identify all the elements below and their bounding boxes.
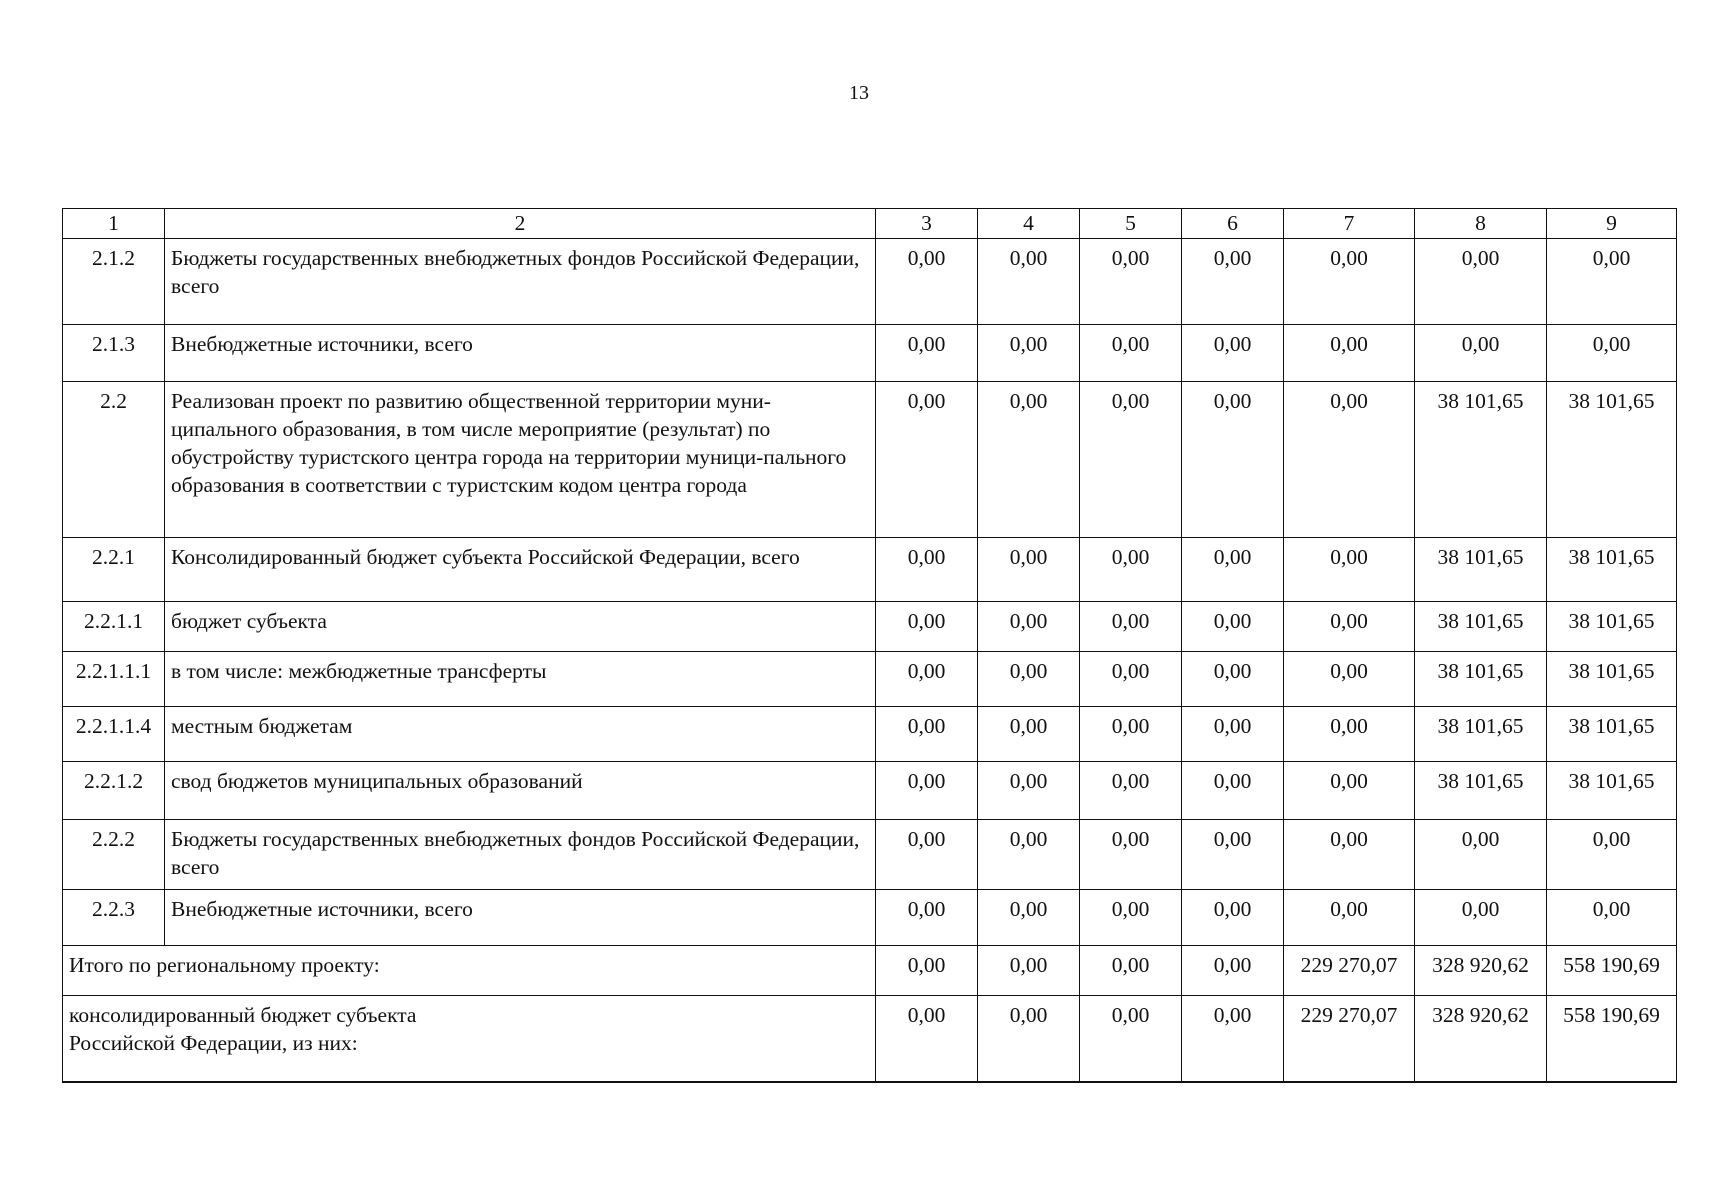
row-value: 0,00: [1284, 602, 1415, 652]
row-value: 0,00: [876, 820, 978, 890]
row-value: 0,00: [1080, 652, 1182, 707]
table-row: [63, 707, 1677, 762]
table-row: [63, 325, 1677, 382]
row-value: 0,00: [1182, 707, 1284, 762]
row-value: 0,00: [1284, 325, 1415, 382]
row-value: 38 101,65: [1415, 538, 1547, 602]
column-number: 3: [876, 209, 978, 239]
row-value: 0,00: [876, 382, 978, 538]
row-value: 0,00: [1284, 762, 1415, 820]
row-value: 38 101,65: [1415, 382, 1547, 538]
row-code: 2.2.3: [63, 890, 165, 946]
row-value: 0,00: [1284, 652, 1415, 707]
row-value: 0,00: [978, 707, 1080, 762]
column-number: 1: [63, 209, 165, 239]
row-value: 38 101,65: [1547, 652, 1677, 707]
row-value: 0,00: [1547, 325, 1677, 382]
row-value: 0,00: [1080, 538, 1182, 602]
row-value: 0,00: [1284, 707, 1415, 762]
row-value: 0,00: [1284, 820, 1415, 890]
total-value: 0,00: [876, 946, 978, 996]
total-row: [63, 946, 1677, 996]
page-number: 13: [849, 82, 869, 104]
column-number: 6: [1182, 209, 1284, 239]
row-value: 0,00: [1182, 890, 1284, 946]
table-row: [63, 652, 1677, 707]
row-value: 0,00: [1080, 707, 1182, 762]
row-value: 0,00: [1080, 890, 1182, 946]
row-value: 38 101,65: [1547, 538, 1677, 602]
row-value: 0,00: [876, 602, 978, 652]
row-value: 0,00: [978, 382, 1080, 538]
row-value: 0,00: [1284, 239, 1415, 325]
row-value: 38 101,65: [1415, 652, 1547, 707]
row-value: 38 101,65: [1547, 602, 1677, 652]
total-value: 0,00: [1182, 946, 1284, 996]
row-value: 0,00: [1182, 762, 1284, 820]
row-name: в том числе: межбюджетные трансферты: [165, 652, 876, 707]
row-value: 0,00: [978, 239, 1080, 325]
table-row: [63, 820, 1677, 890]
row-value: 0,00: [978, 890, 1080, 946]
row-value: 0,00: [1415, 325, 1547, 382]
total-label-line: Итого по региональному проекту:: [69, 953, 380, 977]
row-name: свод бюджетов муниципальных образований: [165, 762, 876, 820]
row-code: 2.1.2: [63, 239, 165, 325]
row-value: 0,00: [876, 762, 978, 820]
column-number: 5: [1080, 209, 1182, 239]
row-value: 0,00: [1284, 538, 1415, 602]
budget-table: [62, 208, 1677, 1083]
row-code: 2.2.1.1.1: [63, 652, 165, 707]
row-value: 0,00: [1182, 652, 1284, 707]
row-name: Внебюджетные источники, всего: [165, 890, 876, 946]
total-value: 229 270,07: [1284, 946, 1415, 996]
row-value: 0,00: [1080, 820, 1182, 890]
row-name: бюджет субъекта: [165, 602, 876, 652]
total-value: 0,00: [876, 996, 978, 1082]
total-value: 0,00: [1080, 996, 1182, 1082]
column-number: 7: [1284, 209, 1415, 239]
row-value: 0,00: [1415, 890, 1547, 946]
total-label-line: Российской Федерации, из них:: [69, 1030, 358, 1055]
row-value: 0,00: [1547, 890, 1677, 946]
row-value: 0,00: [1080, 762, 1182, 820]
row-value: 38 101,65: [1547, 707, 1677, 762]
row-value: 0,00: [876, 239, 978, 325]
row-value: 38 101,65: [1415, 707, 1547, 762]
row-value: 0,00: [978, 762, 1080, 820]
row-value: 0,00: [1182, 325, 1284, 382]
row-value: 0,00: [876, 325, 978, 382]
total-value: 0,00: [1182, 996, 1284, 1082]
row-code: 2.2.2: [63, 820, 165, 890]
row-name: местным бюджетам: [165, 707, 876, 762]
row-code: 2.2.1: [63, 538, 165, 602]
row-name: Бюджеты государственных внебюджетных фондов Российской Федерации, всего: [165, 239, 876, 325]
total-label: [63, 996, 876, 1082]
row-value: 38 101,65: [1547, 382, 1677, 538]
row-code: 2.1.3: [63, 325, 165, 382]
row-value: 0,00: [1080, 239, 1182, 325]
total-value: 0,00: [978, 996, 1080, 1082]
table-row: [63, 538, 1677, 602]
table-row: [63, 382, 1677, 538]
total-value: 558 190,69: [1547, 996, 1677, 1082]
table-row: [63, 890, 1677, 946]
row-value: 0,00: [1547, 820, 1677, 890]
total-value: 558 190,69: [1547, 946, 1677, 996]
row-code: 2.2.1.1: [63, 602, 165, 652]
table-row: [63, 602, 1677, 652]
row-value: 0,00: [978, 325, 1080, 382]
row-name: Бюджеты государственных внебюджетных фондов Российской Федерации, всего: [165, 820, 876, 890]
total-label-line: консолидированный бюджет субъекта: [69, 1003, 417, 1027]
row-value: 0,00: [876, 652, 978, 707]
row-code: 2.2.1.1.4: [63, 707, 165, 762]
row-value: 0,00: [978, 538, 1080, 602]
column-number: 8: [1415, 209, 1547, 239]
row-name: Консолидированный бюджет субъекта Российской Федерации, всего: [165, 538, 876, 602]
total-value: 229 270,07: [1284, 996, 1415, 1082]
row-name: Реализован проект по развитию общественной территории муни-ципального образования, в том числе мероприятие (результат) по обустройству туристского центра города на территории муници-пального образования в соответствии с туристским кодом центра города: [165, 382, 876, 538]
row-value: 0,00: [1182, 538, 1284, 602]
row-value: 0,00: [1547, 239, 1677, 325]
row-value: 0,00: [1415, 239, 1547, 325]
row-name: Внебюджетные источники, всего: [165, 325, 876, 382]
row-value: 0,00: [1182, 239, 1284, 325]
row-value: 0,00: [1182, 382, 1284, 538]
row-code: 2.2: [63, 382, 165, 538]
row-value: 0,00: [978, 652, 1080, 707]
row-value: 0,00: [1080, 325, 1182, 382]
total-value: 328 920,62: [1415, 946, 1547, 996]
table-row: [63, 762, 1677, 820]
total-label: [63, 946, 876, 996]
row-value: 0,00: [978, 820, 1080, 890]
row-value: 0,00: [1182, 820, 1284, 890]
row-value: 0,00: [1080, 382, 1182, 538]
row-value: 0,00: [1080, 602, 1182, 652]
total-value: 0,00: [978, 946, 1080, 996]
row-value: 0,00: [1182, 602, 1284, 652]
column-number: 9: [1547, 209, 1677, 239]
table-row: [63, 239, 1677, 325]
column-number: 2: [165, 209, 876, 239]
row-value: 0,00: [1284, 890, 1415, 946]
row-code: 2.2.1.2: [63, 762, 165, 820]
column-number-row: [63, 209, 1677, 239]
row-value: 38 101,65: [1415, 602, 1547, 652]
total-value: 328 920,62: [1415, 996, 1547, 1082]
row-value: 38 101,65: [1415, 762, 1547, 820]
total-value: 0,00: [1080, 946, 1182, 996]
row-value: 0,00: [978, 602, 1080, 652]
total-row: [63, 996, 1677, 1082]
row-value: 38 101,65: [1547, 762, 1677, 820]
row-value: 0,00: [876, 538, 978, 602]
row-value: 0,00: [1415, 820, 1547, 890]
column-number: 4: [978, 209, 1080, 239]
row-value: 0,00: [1284, 382, 1415, 538]
row-value: 0,00: [876, 707, 978, 762]
row-value: 0,00: [876, 890, 978, 946]
